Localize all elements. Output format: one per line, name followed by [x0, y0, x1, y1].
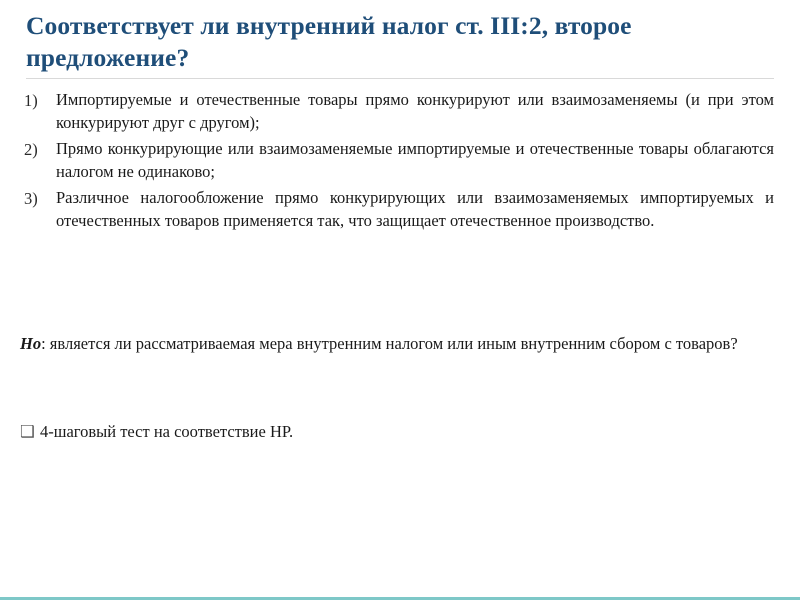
- footer-bullet-line: [20, 420, 780, 443]
- list-item: [20, 137, 780, 184]
- numbered-list: [20, 88, 780, 235]
- list-item-text: Прямо конкурирующие или взаимозаменяемые импортируемые и отечественные товары облагаются налогом не одинаково;: [56, 138, 774, 182]
- list-item-marker: 3): [24, 188, 38, 208]
- list-item-marker: 1): [24, 91, 38, 110]
- note-paragraph: [20, 332, 780, 355]
- title-divider: [26, 78, 774, 79]
- list-item-text: Различное налогообложение прямо конкурирующих или взаимозаменяемых импортируемых и отечественных товаров применяется так, что защищает отечественное производство.: [56, 187, 774, 231]
- bullet-icon: ❑: [20, 422, 35, 441]
- list-item-marker: 2): [24, 139, 38, 159]
- note-body: : является ли рассматриваемая мера внутренним налогом или иным внутренним сбором с товаров?: [41, 334, 738, 353]
- list-item-text: Импортируемые и отечественные товары прямо конкурируют или взаимозаменяемы (и при этом конкурируют друг с другом);: [56, 90, 774, 133]
- list-item: [20, 186, 780, 233]
- note-lead-word: Но: [20, 334, 42, 353]
- page-title: Соответствует ли внутренний налог ст. III:2, второе предложение?: [26, 11, 632, 73]
- footer-bullet-text: 4-шаговый тест на соответствие НР.: [40, 422, 294, 441]
- list-item: [20, 88, 780, 135]
